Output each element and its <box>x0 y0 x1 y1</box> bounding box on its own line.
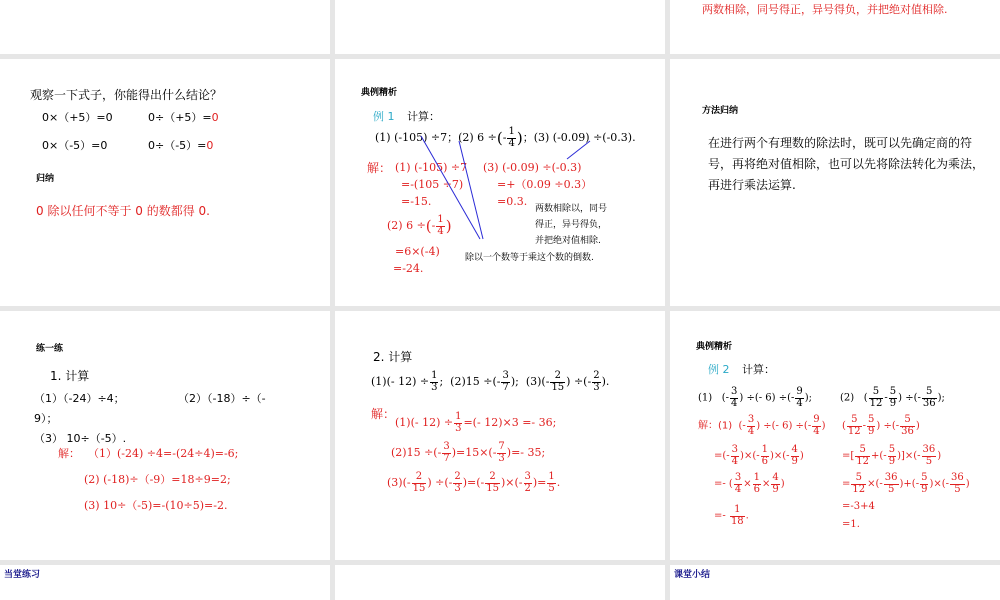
sol1-line2: =-(105 ÷7) <box>401 178 464 191</box>
slide-bottom-middle <box>335 565 665 600</box>
question-text: 观察一下式子，你能得出什么结论？ <box>30 88 223 102</box>
expr-row2-b: 0÷（-5）=0 <box>148 139 214 152</box>
practice-p1: （1）（-24）÷4； <box>34 392 125 405</box>
arrow-line-3 <box>567 141 590 159</box>
lesson-summary-title: 课堂小结 <box>674 570 711 580</box>
slide-calc-2 <box>335 311 665 560</box>
in-class-practice-title: 当堂练习 <box>4 570 41 580</box>
practice-sol1: （1）(-24) ÷4=-(24÷4)=-6; <box>88 447 239 460</box>
arrow-line-1 <box>421 136 480 239</box>
example2-problem1: (1) (- $\frac{3}{4}$ ) ÷(- 6) ÷(- $\frac{9}{4}$ ); <box>698 386 813 409</box>
expr-row1-b: 0÷（+5）=0 <box>148 111 219 124</box>
zero-conclusion: 0 除以任何不等于 0 的数都得 0. <box>36 204 210 218</box>
example2-sol2-l3: = $\frac{5}{12}$ ×(- $\frac{36}{5}$ )+(- $\frac{5}{9}$ )×(- $\frac{36}{5}$ ) <box>842 472 970 495</box>
solution-label: 解： <box>367 161 392 175</box>
sol3-line3: =0.3. <box>497 195 528 208</box>
note-same-sign-2: 得正，异号得负， <box>535 220 608 230</box>
sol1-line1: (1) (-105) ÷7 <box>395 161 468 174</box>
example2-problem2: (2) ( $\frac{5}{12}$ - $\frac{5}{9}$ ) ÷(- $\frac{5}{36}$ ); <box>840 386 945 409</box>
example2-sol1-l3: =- ( $\frac{3}{4}$ × $\frac{1}{6}$ × $\frac{4}{9}$ ) <box>714 472 785 495</box>
practice-task: 1. 计算 <box>50 369 90 383</box>
example2-task: 计算： <box>742 363 775 376</box>
calc2-sol1: (1)(- 12) ÷ $\frac{1}{3}$ =(- 12)×3 =- 36; <box>395 411 557 434</box>
calc2-task: 2. 计算 <box>373 350 413 364</box>
slide-method <box>670 59 1000 306</box>
arrow-line-2 <box>459 141 483 239</box>
calc2-sol2: (2)15 ÷(- $\frac{3}{7}$ )=15×(- $\frac{7}{3}$ )=- 35; <box>391 441 546 464</box>
sol2-line3: =-24. <box>393 262 424 275</box>
example2-heading: 典例精析 <box>696 342 733 352</box>
example-heading: 典例精析 <box>361 88 398 98</box>
sol3-line2: =+（0.09 ÷0.3） <box>497 178 593 191</box>
example-task: 计算： <box>407 110 440 123</box>
practice-p3: （3） 10÷（-5）. <box>34 432 127 445</box>
slide-top-right <box>670 0 1000 54</box>
sol2-line1: (2) 6 ÷(- $\frac{1}{4}$ ) <box>387 214 452 237</box>
example2-sol1-l2: =(- $\frac{3}{4}$ )×(- $\frac{1}{6}$ )×(- $\frac{4}{9}$ ) <box>714 444 804 467</box>
practice-sol3: (3) 10÷（-5)=-(10÷5)=-2. <box>84 499 228 512</box>
calc2-sol3: (3)(- $\frac{2}{15}$ ) ÷(- $\frac{2}{3}$ )=(- $\frac{2}{15}$ )×(- $\frac{3}{2}$ )= $\frac{1}{5}$ . <box>387 471 561 494</box>
practice-sol-label: 解： <box>58 447 80 460</box>
slide-bottom-right <box>670 565 1000 600</box>
example2-sol2-l1: ( $\frac{5}{12}$ - $\frac{5}{9}$ ) ÷(- $\frac{5}{36}$ ) <box>842 414 920 437</box>
annotation-arrows <box>335 59 665 306</box>
slide-bottom-left <box>0 565 330 600</box>
division-rule-text: 两数相除，同号得正，异号得负，并把绝对值相除. <box>702 3 948 16</box>
practice-heading: 练一练 <box>36 344 64 354</box>
slide-zero-division <box>0 59 330 306</box>
sol3-line1: (3) (-0.09) ÷(-0.3) <box>483 161 582 174</box>
example2-sol2-l2: =[ $\frac{5}{12}$ +(- $\frac{5}{9}$ )]×(- $\frac{36}{5}$ ) <box>842 444 942 467</box>
example-problems: (1) (-105) ÷7；(2) 6 ÷(- $\frac{1}{4}$ )；(3) (-0.09) ÷(-0.3). <box>375 126 636 149</box>
sol2-line2: =6×(-4) <box>395 245 440 258</box>
slide-example-2 <box>670 311 1000 560</box>
example-label: 例 1 <box>373 110 395 123</box>
note-same-sign-3: 并把绝对值相除. <box>535 236 601 246</box>
method-line1: 在进行两个有理数的除法时，既可以先确定商的符 <box>708 136 973 150</box>
example2-sol1-l4: =- $\frac{1}{18}$ . <box>714 504 749 527</box>
practice-p2b: 9）； <box>34 412 58 425</box>
expr-row2-a: 0×（-5）=0 <box>42 139 108 152</box>
example2-sol2-l4: =-3+4 <box>842 501 875 512</box>
summary-heading: 归纳 <box>36 174 55 184</box>
method-line2: 号，再将绝对值相除，也可以先将除法转化为乘法， <box>708 157 985 171</box>
note-same-sign: 两数相除以，同号 <box>535 204 608 214</box>
method-line3: 再进行乘法运算. <box>708 178 796 192</box>
calc2-problems: (1)(- 12) ÷ $\frac{1}{3}$ ; (2)15 ÷(- $\frac{3}{7}$ ); (3)(- $\frac{2}{15}$ ) ÷(- $\frac{2}{3}$ ). <box>371 370 610 393</box>
example2-sol2-l5: =1. <box>842 519 860 530</box>
practice-p2: （2）（-18）÷（- <box>178 392 266 405</box>
practice-sol2: (2) (-18)÷（-9）=18÷9=2; <box>84 473 231 486</box>
example2-label: 例 2 <box>708 363 730 376</box>
slide-example-1 <box>335 59 665 306</box>
method-heading: 方法归纳 <box>702 106 739 116</box>
example2-sol1-l1: 解：(1) (- $\frac{3}{4}$ ) ÷(- 6) ÷(- $\frac{9}{4}$ ) <box>698 414 826 437</box>
slide-practice <box>0 311 330 560</box>
calc2-sol-label: 解： <box>371 407 396 421</box>
note-reciprocal: 除以一个数等于乘这个数的倒数. <box>465 253 594 263</box>
expr-row1-a: 0×（+5）=0 <box>42 111 113 124</box>
slide-top-left <box>0 0 330 54</box>
slide-top-middle <box>335 0 665 54</box>
sol1-line3: =-15. <box>401 195 432 208</box>
